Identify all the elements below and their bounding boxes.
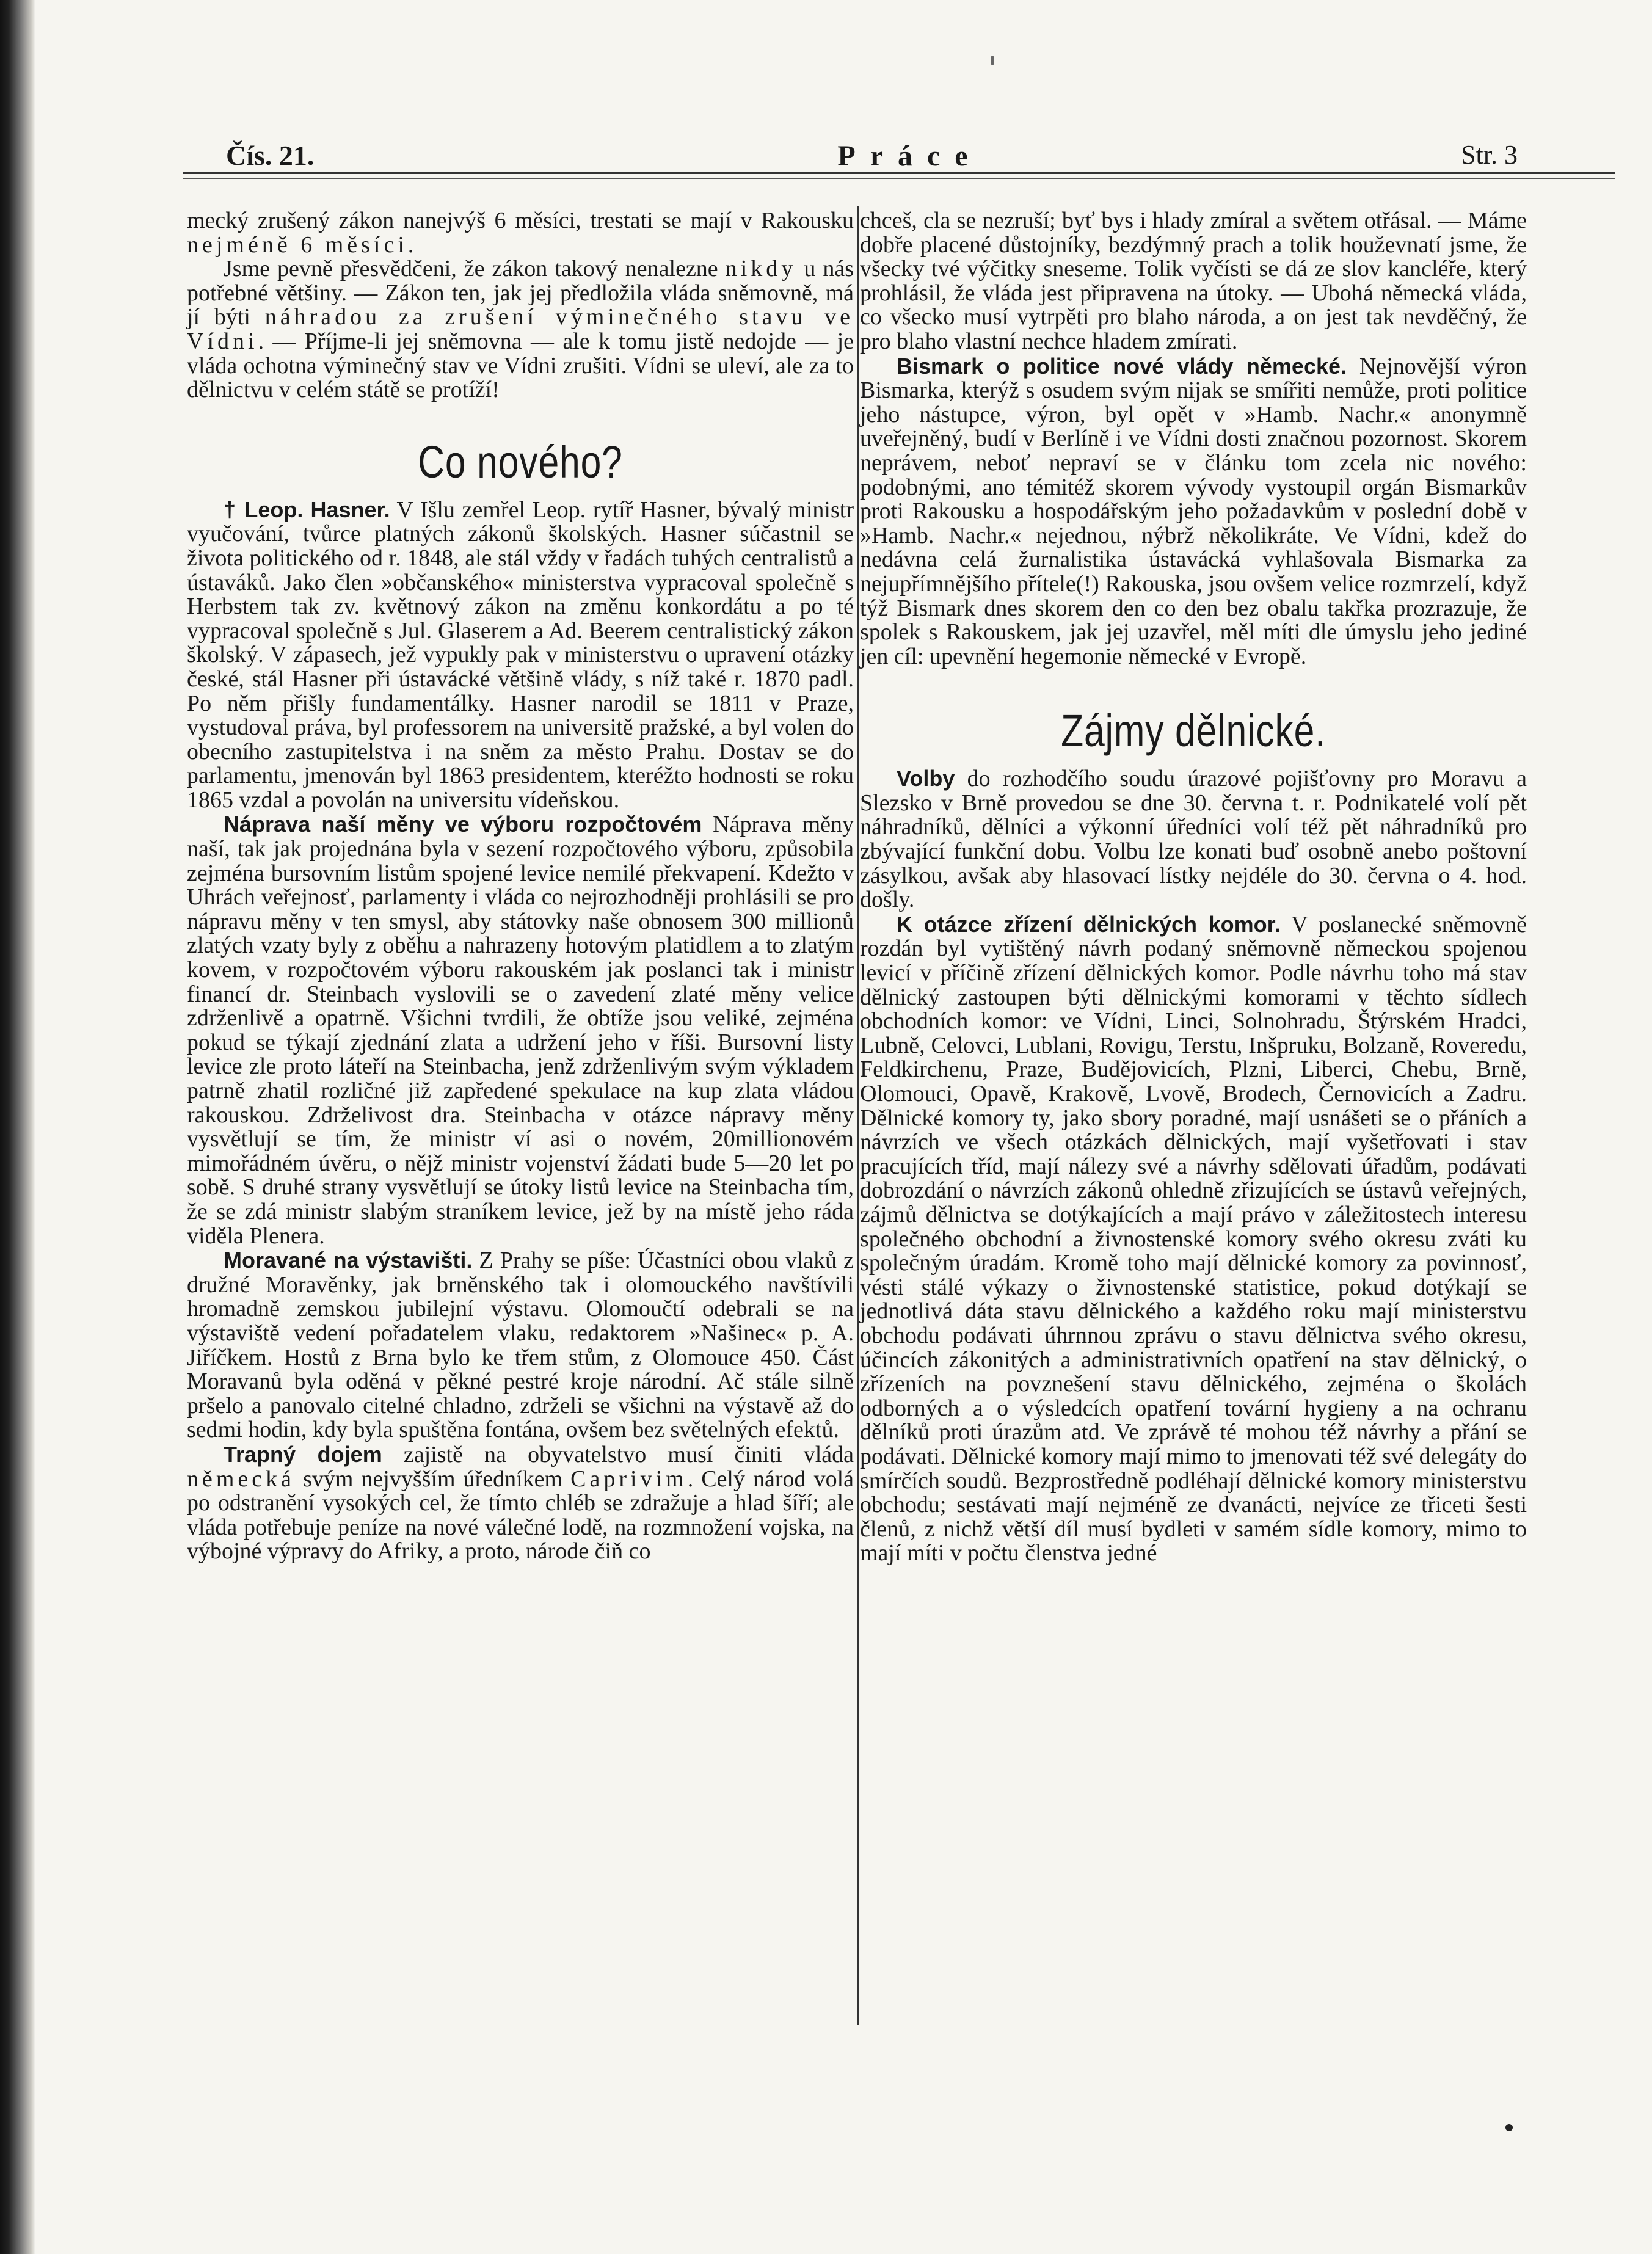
print-speck bbox=[991, 56, 994, 65]
right-column bbox=[860, 209, 1527, 1566]
section-heading-labour: Zájmy dělnické. bbox=[1061, 705, 1326, 757]
article-continuation: chceš, cla se nezruší; byť bys i hlady zmíral a světem otřásal. — Máme dobře placené důstojníky, bezdýmný prach a tolik houževnatí jsme, že všecky tvé výčitky sneseme. Tolik vyčísti se dá ze slov kancléře, který prohlásil, že vláda jest připravena na útoky. — Ubohá německá vláda, co všecko musí vytrpěti pro blaho národa, a on jest tak nevděčný, že pro blaho vlastní nechce hladem zmírati. bbox=[860, 208, 1527, 354]
newspaper-title: Práce bbox=[837, 140, 983, 172]
news-lead: Moravané na výstavišti. bbox=[224, 1248, 473, 1273]
header-rule bbox=[183, 172, 1615, 174]
section-heading-news: Co nového? bbox=[418, 436, 623, 487]
news-item-currency: Náprava naší měny ve výboru rozpočtovém Náprava měny naší, tak jak projednána byla v sezení rozpočtového výboru, způsobila zejména bursovním listům spojené levice nemilé překvapení. Kdežto v Uhrách veřejnosť, parlamenty i vláda co nejrozhodněji prohlásili se pro nápravu měny v ten smysl, aby státovky naše obnosem 300 millionů zlatých vzaty byly z oběhu a nahrazeny hotovým platidlem a to zlatým kovem, v rozpočtovém výboru rakouském jak poslanci tak i ministr financí dr. Steinbach vyslovili se o zavedení zlaté měny velice zdrženlivě a opatrně. Všichni tvrdili, že obtíže jsou veliké, zejména pokud se týkají zjednání zlata a udržení jeho v říši. Bursovní listy levice zle proto láteří na Steinbacha, jenž zdrženlivým svým výkladem patrně zhatil rozličné již zapředené spekulace na kup zlata vládou rakouskou. Zdrželivost dra. Steinbacha v otázce nápravy měny vysvětlují se tím, že ministr ví asi o novém, 20millionovém mimořádném úvěru, o nějž ministr vojenství žádati bude 5—20 let po sobě. S druhé strany vysvětlují se útoky listů levice na Steinbacha tím, že se zdá ministr slabým straníkem levice, jež by na místě jeho ráda viděla Plenera. bbox=[187, 812, 854, 1249]
news-lead: Trapný dojem bbox=[224, 1441, 382, 1467]
header-rule-thin bbox=[183, 178, 1615, 179]
news-lead: Náprava naší měny ve výboru rozpočtovém bbox=[224, 812, 702, 837]
news-lead: Volby bbox=[897, 766, 955, 791]
article-paragraph: Jsme pevně přesvědčeni, že zákon takový nenalezne nikdy u nás potřebné většiny. — Zákon ten, jak jej předložila vláda sněmovně, má jí býti náhradou za zrušení výminečného stavu ve Vídni. — Příjme-li jej sněmovna — ale k tomu jistě nedojde — je vláda ochotna výminečný stav ve Vídni zrušiti. Vídni se uleví, ale za to dělnictvu v celém státě se protíží! bbox=[187, 256, 854, 403]
news-item-moravians: Moravané na výstavišti. Z Prahy se píše: Účastníci obou vlaků z družné Moravěnky, jak brněnského tak i olomouckého navštívili hromadně zemskou jubilejní výstavu. Olomoučtí odebrali se na výstaviště vedení pořadatelem vlaku, redaktorem »Našinec« p. A. Jiříčkem. Hostů z Brna bylo ke třem stům, z Olomouce 450. Část Moravanů byla oděná v pěkné pestré kroje národní. Ač stále silně pršelo a panovalo citelné chladno, zdrželi se všichni na výstavě až do sedmi hodin, kdy byla spuštěna fontána, ovšem bez světelných efektů. bbox=[187, 1248, 854, 1443]
page-header bbox=[183, 139, 1615, 176]
news-item-bismark: Bismark o politice nové vlády německé. Nejnovější výron Bismarka, kterýž s osudem svým nijak se smířiti nemůže, proti politice jeho nástupce, výron, byl opět v »Hamb. Nachr.« anonymně uveřejněný, budí v Berlíně i ve Vídni dosti značnou pozornost. Skorem neprávem, neboť nepraví se v článku tom zcela nic nového: podobnými, ano témitéž skorem vývody vystoupil orgán Bismarkův proti Rakousku a hospodářským jeho požadavkům v poslední době v »Hamb. Nachr.« nejednou, nýbrž několikráte. Ve Vídni, kdež do nedávna celá žurnalistika ústavácká vyhlašovala Bismarka za nejupřímnějšího přítele(!) Rakouska, jsou ovšem velice rozmrzelí, když týž Bismark dnes skorem den co den bez obalu takřka prozrazuje, že spolek s Rakouskem, jak jej uzavřel, měl míti dle úmyslu jeho jediné jen cíl: upevnění hegemonie německé v Evropě. bbox=[860, 353, 1527, 669]
article-continuation: mecký zrušený zákon nanejvýš 6 měsíci, trestati se mají v Rakousku nejméně 6 měsíci. bbox=[187, 208, 854, 258]
column-divider bbox=[857, 206, 859, 2025]
news-lead: Bismark o politice nové vlády německé. bbox=[897, 353, 1347, 379]
print-speck bbox=[1505, 2124, 1513, 2131]
news-item-elections: Volby do rozhodčího soudu úrazové pojišťovny pro Moravu a Slezsko v Brně provedou se dne 30. června t. r. Podnikatelé volí pět náhradníků, dělníci a výkonní úředníci volí též pět náhradníků pro zbývající funkční dobu. Volbu lze konati buď osobně anebo poštovní zásylkou, avšak aby hlasovací lístky nejdéle do 30. června o 4. hod. došly. bbox=[860, 766, 1527, 913]
news-item-chambers: K otázce zřízení dělnických komor. V poslanecké sněmovně rozdán byl vytištěný návrh podaný sněmovně německou spojenou levicí v příčině zřízení dělnických komor. Podle návrhu toho má stav dělnický zastoupen býti dělnickými komorami v těchto sídlech obchodních komor: ve Vídni, Linci, Solnohradu, Štýrském Hradci, Lubně, Celovci, Lublani, Rovigu, Terstu, Inšpruku, Bolzaně, Roveredu, Feldkirchenu, Praze, Budějovicích, Plzni, Liberci, Chebu, Brně, Olomouci, Opavě, Krakově, Lvově, Brodech, Černovicích a Zadru. Dělnické komory ty, jako sbory poradné, mají usnášeti se o přáních a návrzích ve všech otázkách dělnických, mají vyšetřovati i stav pracujících tříd, mají nálezy své a návrhy sdělovati úřadům, podávati dobrozdání o návrzích zákonů ohledně zřizujících se ústavů veřejných, zájmů dělnictva se dotýkajících a mají právo v záležitostech interesu společného obchodní a živnostenské komory svého okresu zváti ku společným úradám. Kromě toho mají dělnické komory za povinnosť, vésti stálé výkazy o živnostenské statistice, pokud dotýkají se jednotlivá dáta stavu dělnického a každého roku mají ministerstvu obchodu podávati úhrnnou zprávu o stavu dělnictva svého okresu, účincích zákonitých a administrativních opatření na stav dělnický, o zřízeních na povznešení stavu dělnického, zejména o školách odborných a o výsledcích opatření tovární hygieny a na ochranu dělníků proti úrazům atd. Ve zprávě té mohou též návrhy a přání se podávati. Dělnické komory mají mimo to jmenovati též své delegáty do smírčích soudů. Bezprostředně podléhají dělnické komory ministerstvu obchodu; sestávati mají nejméně ze dvanácti, nejvíce ze třiceti šesti členů, z nichž větší díl musí bydleti v samém sídle komory, mimo to mají míti v počtu členstva jedné bbox=[860, 911, 1527, 1566]
page-number: Str. 3 bbox=[1461, 140, 1518, 170]
news-item-hasner: † Leop. Hasner. V Išlu zemřel Leop. rytíř Hasner, bývalý ministr vyučování, tvůrce platných zákonů školských. Hasner súčastnil se života politického od r. 1848, ale stál vždy v řadách tuhých centralistů a ústaváků. Jako člen »občanského« ministerstva vypracoval společně s Herbstem tak zv. květnový zákon na změnu konkordátu a po té vypracoval společně s Jul. Glaserem a Ad. Beerem centralistický zákon školský. V zápasech, jež vypukly pak v ministerstvu o upravení otázky české, stál Hasner při ústavácké většině vlády, s níž také r. 1870 padl. Po něm přišly fundamentálky. Hasner narodil se 1811 v Praze, vystudoval práva, byl professorem na universitě pražské, a byl volen do obecního zastupitelstva i na sněm za město Prahu. Dostav se do parlamentu, jmenován byl 1863 presidentem, kteréžto hodnosti se roku 1865 vzdal a povolán na universitu vídeňskou. bbox=[187, 496, 854, 813]
scan-binding-edge bbox=[0, 0, 35, 2254]
left-column bbox=[187, 209, 854, 1564]
news-item-impression: Trapný dojem zajistě na obyvatelstvo musí činiti vláda německá svým nejvyšším úředníkem Caprivim. Celý národ volá po odstranění vysokých cel, že tímto chléb se zdražuje a hlad šíří; ale vláda potřebuje peníze na nové válečné lodě, na rozmnožení vojska, na výbojné výpravy do Afriky, a proto, národe čiň co bbox=[187, 1441, 854, 1565]
issue-number: Čís. 21. bbox=[226, 140, 315, 171]
news-lead: K otázce zřízení dělnických komor. bbox=[897, 911, 1281, 937]
news-lead: † Leop. Hasner. bbox=[224, 496, 390, 522]
